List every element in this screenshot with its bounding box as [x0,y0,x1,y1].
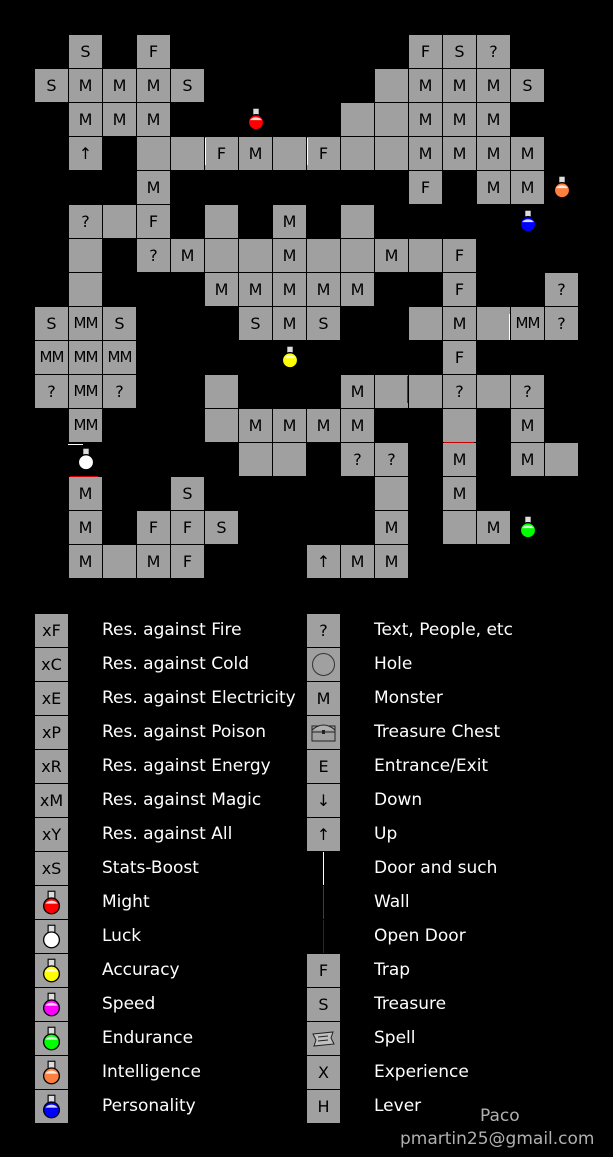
map-tile: ↑ [69,137,102,170]
map-tile: M [409,137,442,170]
legend-label: Hole [374,654,413,674]
map-tile: S [239,307,272,340]
map-tile [341,103,374,136]
map-tile [341,205,374,238]
legend-label: Res. against Energy [102,756,271,776]
map-tile: S [307,307,340,340]
legend-symbol: xP [35,716,68,749]
legend-label: Might [102,892,150,912]
map-tile [137,137,170,170]
map-tile: M [443,477,476,510]
potion-icon [73,446,99,476]
map-tile: ? [103,375,136,408]
map-tile [103,205,136,238]
map-tile: M [511,137,544,170]
map-tile: ? [35,375,68,408]
legend-line-icon [307,920,340,953]
map-tile [409,307,442,340]
legend-symbol: ↓ [307,784,340,817]
map-tile: M [443,137,476,170]
wall-marker [444,442,474,443]
map-tile: M [69,69,102,102]
map-tile: M [69,477,102,510]
legend-label: Res. against Poison [102,722,267,742]
map-tile: F [137,205,170,238]
legend-symbol: xM [35,784,68,817]
wall-marker [70,476,98,477]
map-tile: F [307,137,340,170]
legend-potion-icon [35,886,68,919]
map-tile: M [477,103,510,136]
map-tile: MM [69,409,102,442]
legend-label: Lever [374,1096,422,1116]
map-tile: M [307,273,340,306]
map-tile: M [477,511,510,544]
map-tile: M [443,307,476,340]
map-tile: M [307,409,340,442]
legend-label: Wall [374,892,410,912]
map-tile: S [171,69,204,102]
legend-label: Luck [102,926,142,946]
legend-chest-icon [307,716,340,749]
map-tile [273,443,306,476]
legend-label: Entrance/Exit [374,756,489,776]
map-tile: M [273,205,306,238]
map-tile [477,307,510,340]
legend-label: Trap [374,960,411,980]
map-tile: S [35,69,68,102]
map-tile: S [511,69,544,102]
legend-label: Text, People, etc [374,620,513,640]
legend-symbol: ? [307,614,340,647]
map-tile [239,239,272,272]
map-tile: M [273,409,306,442]
map-tile: M [273,239,306,272]
map-tile: M [409,69,442,102]
legend-potion-icon [35,1022,68,1055]
map-tile: ? [511,375,544,408]
map-tile [443,409,476,442]
door-marker [205,138,206,165]
map-tile: M [273,273,306,306]
map-tile: M [375,545,408,578]
legend-label: Down [374,790,423,810]
legend-label: Speed [102,994,156,1014]
legend-label: Res. against Fire [102,620,242,640]
legend-label: Treasure Chest [374,722,501,742]
map-tile: M [341,375,374,408]
map-tile: M [273,307,306,340]
map-tile: M [103,69,136,102]
potion-icon [515,514,541,544]
legend-hole-icon [307,648,340,681]
legend-symbol: X [307,1056,340,1089]
map-tile [375,477,408,510]
legend-symbol: M [307,682,340,715]
door-marker [509,314,510,340]
map-tile: F [443,239,476,272]
map-tile: M [341,409,374,442]
legend-label: Open Door [374,926,466,946]
map-tile: ? [443,375,476,408]
legend-scroll-icon [307,1022,340,1055]
legend-symbol: xS [35,852,68,885]
map-tile [205,375,238,408]
map-tile [273,137,306,170]
legend-label: Res. against All [102,824,233,844]
map-tile: MM [511,307,544,340]
legend-symbol: xF [35,614,68,647]
map-tile: M [69,545,102,578]
map-tile [443,511,476,544]
map-tile: F [171,545,204,578]
legend-symbol: E [307,750,340,783]
legend-label: Res. against Electricity [102,688,296,708]
map-tile: M [205,273,238,306]
potion-label: S [265,110,275,128]
legend-potion-icon [35,1090,68,1123]
legend-label: Endurance [102,1028,194,1048]
map-tile: ↑ [307,545,340,578]
map-tile: ? [341,443,374,476]
map-tile: F [205,137,238,170]
map-tile: M [341,273,374,306]
map-tile: M [375,511,408,544]
map-tile: M [239,409,272,442]
legend-label: Accuracy [102,960,180,980]
map-tile: F [443,273,476,306]
map-tile: MM [35,341,68,374]
map-tile: F [443,341,476,374]
wall-marker [407,376,408,403]
author-name: Paco [480,1106,520,1126]
potion-icon [549,174,575,204]
potion-icon [277,344,303,374]
map-tile: ? [545,273,578,306]
map-tile: M [443,69,476,102]
map-tile [409,375,442,408]
legend-label: Door and such [374,858,498,878]
map-tile: M [239,273,272,306]
legend-potion-icon [35,988,68,1021]
map-tile: M [69,103,102,136]
legend-potion-icon [35,954,68,987]
map-tile: ? [375,443,408,476]
map-tile: S [171,477,204,510]
map-tile [341,239,374,272]
map-tile: ? [545,307,578,340]
map-tile [375,137,408,170]
map-tile [205,409,238,442]
map-tile: F [409,171,442,204]
map-tile: F [409,35,442,68]
map-tile: F [137,35,170,68]
legend-label: Stats-Boost [102,858,199,878]
legend-label: Up [374,824,398,844]
legend-potion-icon [35,1056,68,1089]
legend-label: Res. against Cold [102,654,250,674]
map-tile: F [171,511,204,544]
legend-symbol: xE [35,682,68,715]
map-tile [375,103,408,136]
map-tile [205,205,238,238]
map-tile: F [137,511,170,544]
map-tile: S [69,35,102,68]
legend-symbol: S [307,988,340,1021]
map-tile: M [137,103,170,136]
map-tile: ? [69,205,102,238]
map-tile: M [137,69,170,102]
map-tile: S [443,35,476,68]
map-tile: MM [69,341,102,374]
legend-line-icon [307,886,340,919]
map-tile [477,375,510,408]
map-tile: M [137,545,170,578]
legend-label: Spell [374,1028,416,1048]
map-tile: S [35,307,68,340]
legend-label: Monster [374,688,443,708]
map-tile [375,375,408,408]
legend-symbol: F [307,954,340,987]
legend-line-icon [307,852,340,885]
legend-symbol: H [307,1090,340,1123]
map-tile: M [409,103,442,136]
map-tile [307,239,340,272]
map-tile [409,239,442,272]
map-tile: M [69,511,102,544]
map-tile: S [103,307,136,340]
map-tile: M [103,103,136,136]
potion-icon [515,208,541,238]
map-tile: S [205,511,238,544]
map-tile: M [511,443,544,476]
map-tile [375,69,408,102]
map-tile: M [375,239,408,272]
legend-label: Res. against Magic [102,790,262,810]
legend-symbol: ↑ [307,818,340,851]
door-marker [68,444,83,445]
map-tile: M [137,171,170,204]
map-tile: M [511,409,544,442]
map-tile [171,137,204,170]
legend-potion-icon [35,920,68,953]
map-tile: ? [137,239,170,272]
legend-symbol: xY [35,818,68,851]
legend-label: Personality [102,1096,196,1116]
map-tile [69,239,102,272]
map-tile: M [341,545,374,578]
map-tile: M [477,69,510,102]
map-tile: M [477,171,510,204]
map-tile [205,239,238,272]
map-tile: M [239,137,272,170]
map-tile: M [443,103,476,136]
door-marker [307,138,308,165]
author-email: pmartin25@gmail.com [400,1129,595,1149]
map-tile: M [477,137,510,170]
map-tile [69,273,102,306]
legend-label: Experience [374,1062,469,1082]
legend-symbol: xC [35,648,68,681]
map-tile [545,443,578,476]
map-tile [341,137,374,170]
map-tile: M [171,239,204,272]
map-tile: ? [477,35,510,68]
map-tile: M [511,171,544,204]
map-tile: MM [103,341,136,374]
map-tile: MM [69,307,102,340]
map-tile [239,443,272,476]
legend-symbol: xR [35,750,68,783]
map-tile [103,545,136,578]
map-tile: MM [69,375,102,408]
legend-label: Treasure [374,994,447,1014]
map-tile: M [443,443,476,476]
map-legend [0,614,613,1134]
legend-label: Intelligence [102,1062,201,1082]
